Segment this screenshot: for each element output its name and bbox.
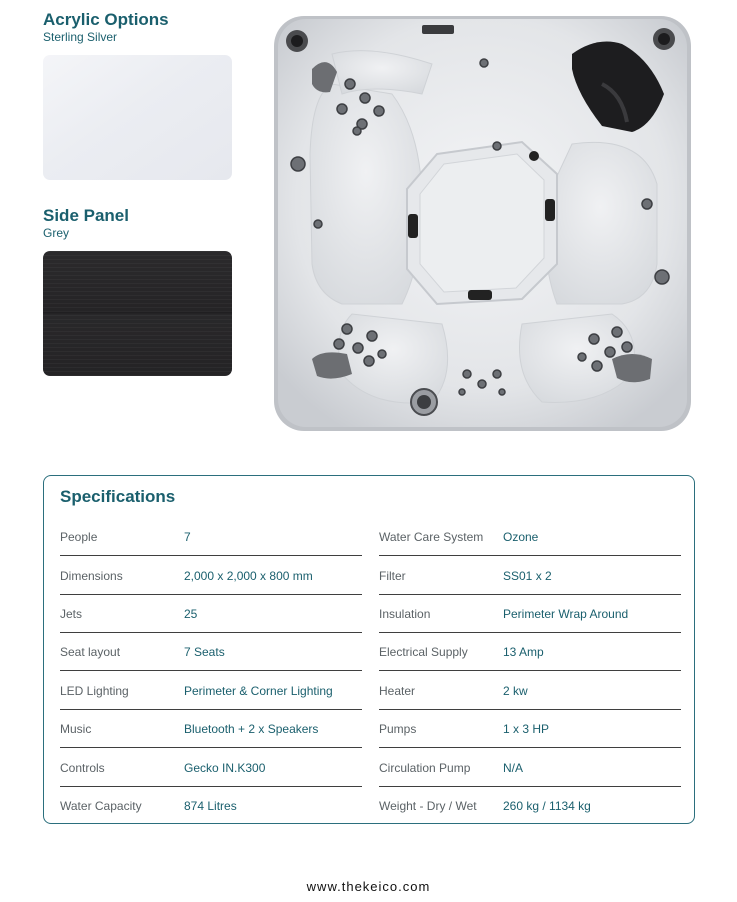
spec-row xyxy=(379,557,681,595)
spec-row xyxy=(379,787,681,825)
spec-label: Filter xyxy=(379,569,406,583)
spec-label: Weight - Dry / Wet xyxy=(379,799,477,813)
spec-value: Perimeter & Corner Lighting xyxy=(184,684,333,698)
spec-row xyxy=(60,749,362,787)
skimmer xyxy=(422,25,454,34)
spec-value: 13 Amp xyxy=(503,645,544,659)
spec-value: 25 xyxy=(184,607,198,621)
spec-row xyxy=(60,595,362,633)
spec-row xyxy=(60,557,362,595)
spec-value: 2 kw xyxy=(503,684,528,698)
spec-label: Jets xyxy=(60,607,83,621)
side-panel-swatch-grey xyxy=(43,251,232,376)
spec-label: Pumps xyxy=(379,722,417,736)
spec-value: Ozone xyxy=(503,530,539,544)
side-panel-finish-name: Grey xyxy=(43,226,70,240)
side-panel-title: Side Panel xyxy=(43,206,129,225)
spec-label: Water Capacity xyxy=(60,799,142,813)
spec-row xyxy=(60,710,362,748)
spec-value: Bluetooth + 2 x Speakers xyxy=(184,722,319,736)
spec-label: Seat layout xyxy=(60,645,121,659)
spec-value: Perimeter Wrap Around xyxy=(503,607,629,621)
spec-label: Dimensions xyxy=(60,569,123,583)
spec-value: 260 kg / 1134 kg xyxy=(503,799,591,813)
acrylic-finish-name: Sterling Silver xyxy=(43,30,118,44)
spec-value: 7 Seats xyxy=(184,645,225,659)
specifications-title: Specifications xyxy=(60,487,176,506)
spec-row xyxy=(60,518,362,556)
spec-row xyxy=(379,595,681,633)
specifications-panel xyxy=(43,475,695,824)
footwell-jet-right xyxy=(545,199,555,221)
small-headrest-bottom-right xyxy=(612,354,652,382)
spec-row xyxy=(60,672,362,710)
spec-value: 7 xyxy=(184,530,191,544)
spec-row xyxy=(379,672,681,710)
acrylic-options-title: Acrylic Options xyxy=(43,10,169,29)
footwell-floor xyxy=(420,154,544,292)
spec-row xyxy=(60,633,362,671)
spec-row xyxy=(379,633,681,671)
acrylic-swatch-sterling-silver xyxy=(43,55,232,180)
spec-label: Insulation xyxy=(379,607,431,621)
spec-label: Water Care System xyxy=(379,530,484,544)
spec-label: People xyxy=(60,530,98,544)
website-url[interactable]: www.thekeico.com xyxy=(306,879,431,894)
spec-value: 874 Litres xyxy=(184,799,237,813)
spec-label: Heater xyxy=(379,684,416,698)
spec-row xyxy=(379,749,681,787)
spec-value: N/A xyxy=(503,761,524,775)
spec-label: Circulation Pump xyxy=(379,761,471,775)
spec-value: 1 x 3 HP xyxy=(503,722,550,736)
spec-label: Electrical Supply xyxy=(379,645,468,659)
footwell-jet-left xyxy=(408,214,418,238)
spec-label: Music xyxy=(60,722,92,736)
footwell-jet-bottom xyxy=(468,290,492,300)
spec-label: LED Lighting xyxy=(60,684,129,698)
spec-row xyxy=(60,787,362,825)
spec-row xyxy=(379,518,681,556)
hot-tub-illustration xyxy=(272,14,693,433)
spec-value: 2,000 x 2,000 x 800 mm xyxy=(184,569,313,583)
spec-label: Controls xyxy=(60,761,105,775)
small-headrest-bottom-left xyxy=(312,352,352,378)
spec-value: SS01 x 2 xyxy=(503,569,552,583)
spec-value: Gecko IN.K300 xyxy=(184,761,266,775)
spec-row xyxy=(379,710,681,748)
hot-tub-top-view-image xyxy=(272,14,693,433)
left-seat xyxy=(310,84,422,304)
